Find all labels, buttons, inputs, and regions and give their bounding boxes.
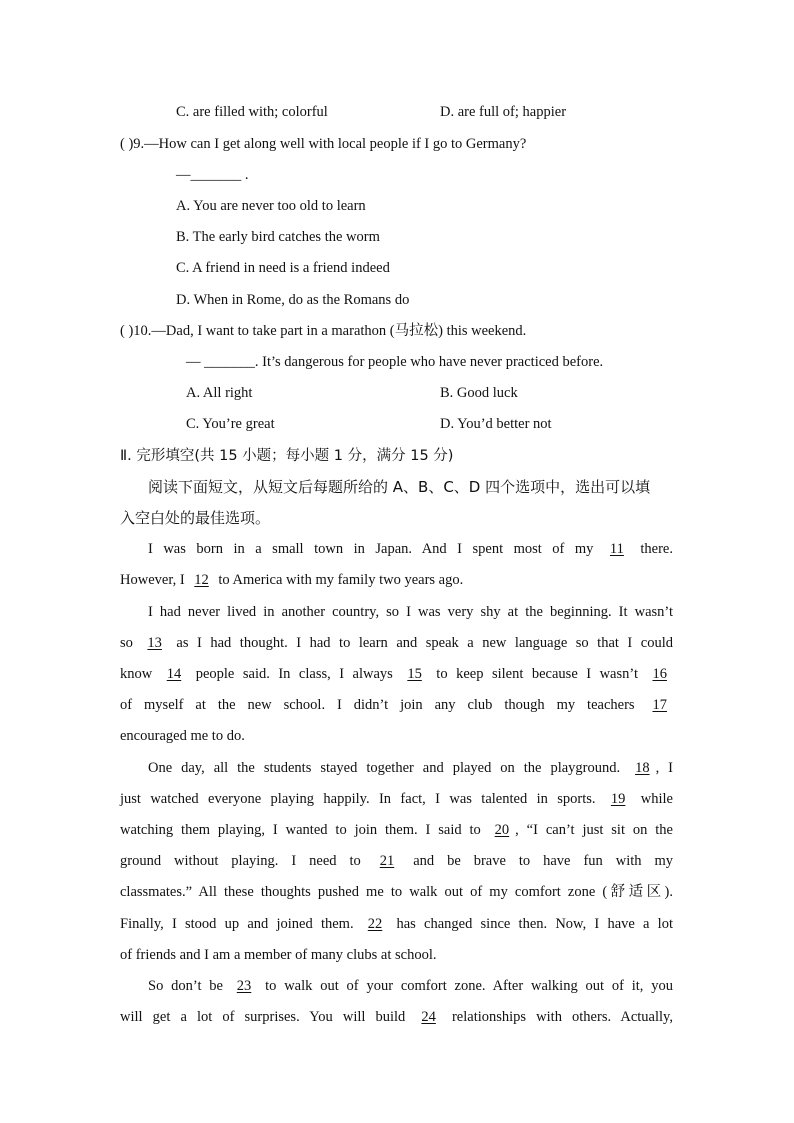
q9-option-a: A. You are never too old to learn	[176, 198, 366, 214]
passage-p4-line-2: will get a lot of surprises. You will build 24 relationships with others. Actually,	[120, 1009, 673, 1025]
blank-16[interactable]: 16	[652, 666, 667, 682]
q10-option-c: C. You’re great	[186, 416, 275, 432]
passage-p3-line-1: One day, all the students stayed together and played on the playground. 18 , I	[148, 760, 673, 776]
passage-p1-line-1: I was born in a small town in Japan. And I spent most of my 11 there.	[148, 541, 673, 557]
blank-13[interactable]: 13	[147, 635, 162, 651]
blank-18[interactable]: 18	[635, 760, 650, 776]
q10-option-d: D. You’d better not	[440, 416, 552, 432]
q9-reply	[176, 165, 249, 185]
passage-p3-line-2: just watched everyone playing happily. In fact, I was talented in sports. 19 while	[120, 791, 673, 807]
section-instruction-line-1: 阅读下面短文，从短文后每题所给的 A、B、C、D 四个选项中，选出可以填	[148, 478, 651, 496]
q9-option-d: D. When in Rome, do as the Romans do	[176, 292, 410, 308]
passage-p4-line-1: So don’t be 23 to walk out of your comfort zone. After walking out of it, you	[148, 978, 673, 994]
q10-option-b: B. Good luck	[440, 385, 518, 401]
q9-reply-end: .	[244, 167, 249, 183]
q10-question	[120, 321, 526, 341]
passage-p3-line-7: of friends and I am a member of many clubs at school.	[120, 947, 437, 963]
blank-21[interactable]: 21	[379, 853, 395, 869]
section-heading: Ⅱ. 完形填空(共 15 小题；每小题 1 分，满分 15 分)	[120, 448, 454, 464]
passage-p3-line-4: ground without playing. I need to 21 and be brave to have fun with my	[120, 853, 674, 869]
q9-question	[120, 134, 526, 154]
blank-12[interactable]: 12	[194, 572, 209, 588]
passage-p2-line-3: know 14 people said. In class, I always 15 to keep silent because I wasn’t 16	[120, 664, 673, 684]
blank-22[interactable]: 22	[367, 916, 383, 932]
blank-14[interactable]: 14	[166, 666, 182, 682]
blank-20[interactable]: 20	[494, 822, 510, 838]
q10-reply: — _______. It’s dangerous for people who have never practiced before.	[186, 354, 604, 370]
q10-stem: —Dad, I want to take part in a marathon (马拉松) this weekend.	[151, 323, 527, 339]
q8-option-c: C. are filled with; colorful	[176, 104, 328, 120]
passage-p3-line-3: watching them playing, I wanted to join them. I said to 20 , “I can’t just sit on the	[120, 822, 673, 838]
passage-p2-line-5: encouraged me to do.	[120, 728, 245, 744]
blank-24[interactable]: 24	[421, 1009, 436, 1025]
q9-reply-dash: —	[176, 167, 191, 183]
passage-p3-line-5: classmates.” All these thoughts pushed me to walk out of my comfort zone (舒适区).	[120, 884, 673, 900]
q9-answer-paren[interactable]: ( )9.	[120, 136, 145, 152]
blank-23[interactable]: 23	[236, 978, 252, 994]
q9-stem: —How can I get along well with local people if I go to Germany?	[144, 136, 527, 152]
blank-11[interactable]: 11	[609, 541, 624, 557]
section-instruction-line-2: 入空白处的最佳选项。	[120, 509, 271, 527]
blank-17[interactable]: 17	[652, 697, 667, 713]
q9-reply-blank[interactable]: _______	[190, 167, 242, 183]
passage-p1-line-2: However, I 12 to America with my family two years ago.	[120, 572, 464, 588]
q9-option-c: C. A friend in need is a friend indeed	[176, 260, 390, 276]
blank-19[interactable]: 19	[610, 791, 626, 807]
passage-p2-line-2: so 13 as I had thought. I had to learn and speak a new language so that I could	[120, 635, 673, 651]
passage-p2-line-1: I had never lived in another country, so I was very shy at the beginning. It wasn’t	[148, 604, 673, 620]
q9-option-b: B. The early bird catches the worm	[176, 229, 380, 245]
q10-option-a: A. All right	[186, 385, 253, 401]
blank-15[interactable]: 15	[407, 666, 422, 682]
passage-p3-line-6: Finally, I stood up and joined them. 22 has changed since then. Now, I have a lot	[120, 916, 673, 932]
q10-answer-paren[interactable]: ( )10.	[120, 323, 152, 339]
q8-option-d: D. are full of; happier	[440, 104, 567, 120]
passage-p2-line-4: of myself at the new school. I didn’t join any club though my teachers 17	[120, 695, 673, 715]
